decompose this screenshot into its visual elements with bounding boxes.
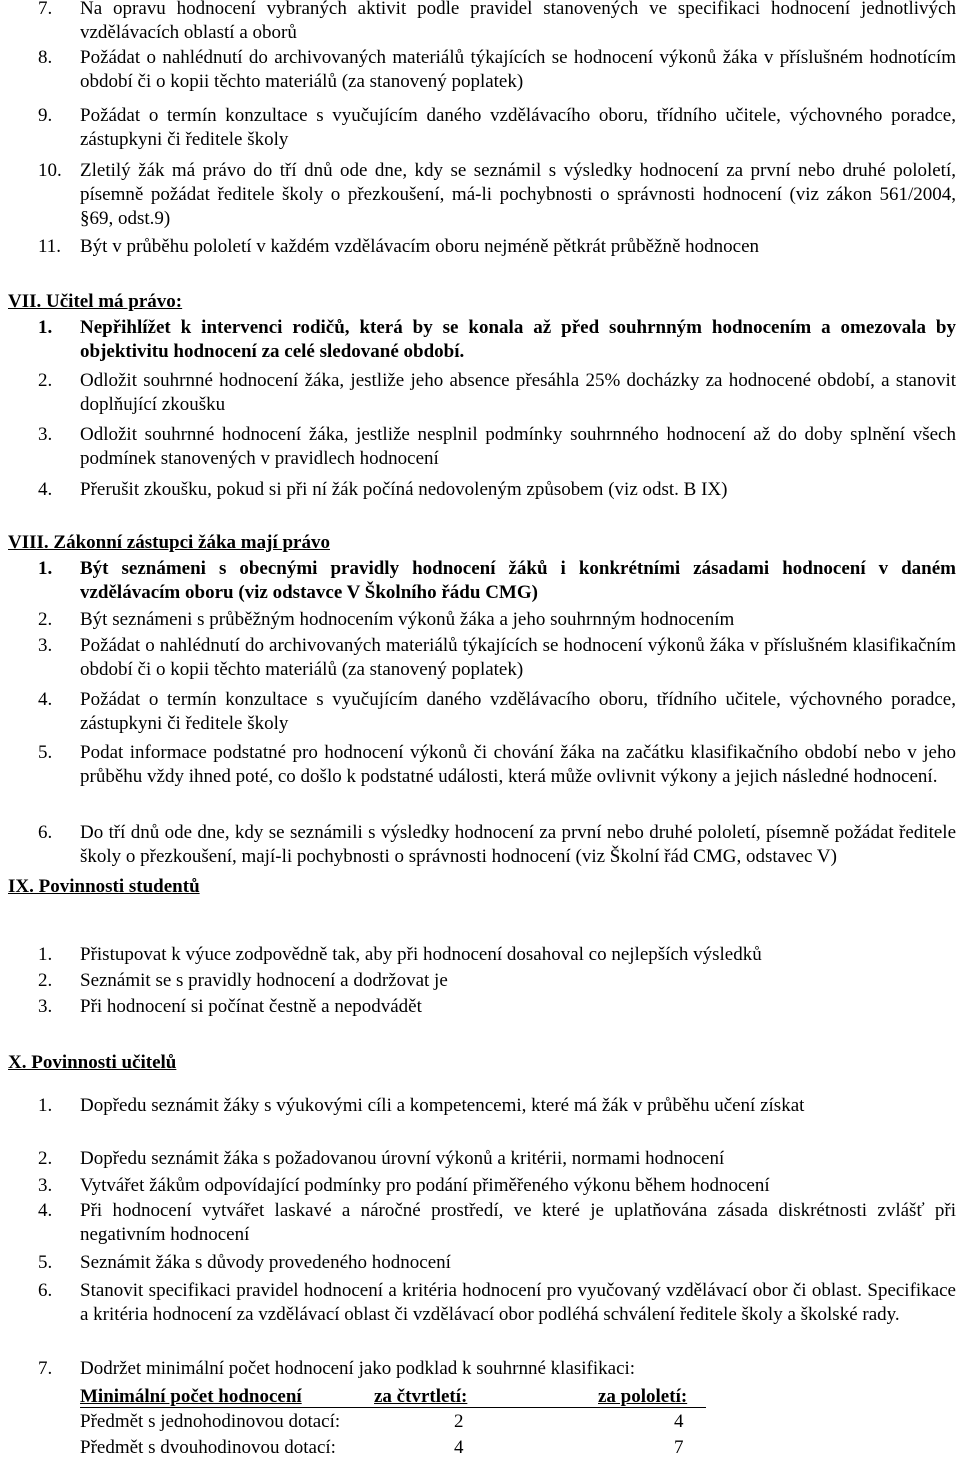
list-item: 2. Odložit souhrnné hodnocení žáka, jestliže jeho absence přesáhla 25% docházky za hodnocené období, a stanovit doplňující zkoušku [38, 370, 956, 415]
table-cell: 4 [454, 1437, 464, 1458]
table-header: za pololetí: [598, 1386, 688, 1407]
list-item: 2. Dopředu seznámit žáka s požadovanou úrovní výkonů a kritérii, normami hodnocení [38, 1148, 725, 1169]
list-item: 3. Vytvářet žákům odpovídající podmínky pro podání přiměřeného výkonu během hodnocení [38, 1175, 770, 1196]
list-item: 6. Stanovit specifikaci pravidel hodnocení a kritéria hodnocení pro vyučovaný vzdělávací obor či oblast. Specifikace a kritéria hodnocení za vzdělávací oblast či vzdělávací obor podléhá schválení ředitele školy a školské rady. [38, 1280, 956, 1325]
list-item: 3. Při hodnocení si počínat čestně a nepodvádět [38, 996, 422, 1017]
table-cell: 4 [674, 1411, 684, 1432]
table-cell: Předmět s dvouhodinovou dotací: [80, 1437, 336, 1458]
header-underline [80, 1407, 706, 1408]
list-item: 3. Požádat o nahlédnutí do archivovaných materiálů týkajících se hodnocení výkonů žáka v příslušném klasifikačním období či o kopii těchto materiálů (za stanovený poplatek) [38, 635, 956, 680]
section-heading-viii: VIII. Zákonní zástupci žáka mají právo [8, 532, 330, 553]
list-item: 2. Seznámit se s pravidly hodnocení a dodržovat je [38, 970, 448, 991]
list-item: 3. Odložit souhrnné hodnocení žáka, jestliže nesplnil podmínky souhrnného hodnocení až do doby splnění všech podmínek stanovených v pravidlech hodnocení [38, 424, 956, 469]
list-item: 1. Přistupovat k výuce zodpovědně tak, aby při hodnocení dosahoval co nejlepších výsledků [38, 944, 762, 965]
list-item: 10. Zletilý žák má právo do tří dnů ode dne, kdy se seznámil s výsledky hodnocení za první nebo druhé pololetí, písemně požádat ředitele školy o přezkoušení, má-li pochybnosti o správnosti hodnocení (viz zákon 561/2004, §69, odst.9) [38, 160, 956, 229]
table-cell: Předmět s jednohodinovou dotací: [80, 1411, 341, 1432]
list-item: 7. Na opravu hodnocení vybraných aktivit podle pravidel stanovených ve specifikaci hodnocení jednotlivých vzdělávacích oblastí a oborů [38, 0, 956, 43]
list-item: 2. Být seznámeni s průběžným hodnocením výkonů žáka a jeho souhrnným hodnocením [38, 609, 735, 630]
list-item: 6. Do tří dnů ode dne, kdy se seznámili s výsledky hodnocení za první nebo druhé pololetí, písemně požádat ředitele školy o přezkoušení, mají-li pochybnosti o správnosti hodnocení (viz Školní řád CMG, odstavec V) [38, 822, 956, 867]
list-item: 5. Seznámit žáka s důvody provedeného hodnocení [38, 1252, 451, 1273]
list-item: 8. Požádat o nahlédnutí do archivovaných materiálů týkajících se hodnocení výkonů žáka v příslušném hodnotícím období či o kopii těchto materiálů (za stanovený poplatek) [38, 47, 956, 92]
list-item: 5. Podat informace podstatné pro hodnocení výkonů či chování žáka na začátku klasifikačního období nebo v jeho průběhu vždy ihned poté, co došlo k podstatné události, která může ovlivnit výkony a jejich následné hodnocení. [38, 742, 956, 787]
list-item: 4. Přerušit zkoušku, pokud si při ní žák počíná nedovoleným způsobem (viz odst. B IX) [38, 479, 728, 500]
table-header: za čtvrtletí: [374, 1386, 468, 1407]
list-item: 1. Nepřihlížet k intervenci rodičů, která by se konala až před souhrnným hodnocením a omezovala by objektivitu hodnocení za celé sledované období. [38, 317, 956, 362]
section-heading-vii: VII. Učitel má právo: [8, 291, 183, 312]
list-item: 4. Při hodnocení vytvářet laskavé a náročné prostředí, ve které je uplatňována zásada diskrétnosti zvlášť při negativním hodnocení [38, 1200, 956, 1245]
section-heading-x: X. Povinnosti učitelů [8, 1052, 177, 1073]
list-item: 1. Být seznámeni s obecnými pravidly hodnocení žáků i konkrétními zásadami hodnocení v daném vzdělávacím oboru (viz odstavce V Školního řádu CMG) [38, 558, 956, 603]
list-item: 4. Požádat o termín konzultace s vyučujícím daného vzdělávacího oboru, třídního učitele, výchovného poradce, zástupkyni či ředitele školy [38, 689, 956, 734]
section-heading-ix: IX. Povinnosti studentů [8, 876, 200, 897]
list-item: 1. Dopředu seznámit žáky s výukovými cíli a kompetencemi, které má žák v průběhu učení získat [38, 1095, 805, 1116]
table-header: Minimální počet hodnocení [80, 1386, 302, 1407]
list-item: 7. Dodržet minimální počet hodnocení jako podklad k souhrnné klasifikaci: [38, 1358, 636, 1379]
table-cell: 7 [674, 1437, 684, 1458]
list-item: 9. Požádat o termín konzultace s vyučujícím daného vzdělávacího oboru, třídního učitele, výchovného poradce, zástupkyni či ředitele školy [38, 105, 956, 150]
table-cell: 2 [454, 1411, 464, 1432]
list-item: 11. Být v průběhu pololetí v každém vzdělávacím oboru nejméně pětkrát průběžně hodnocen [38, 236, 760, 257]
